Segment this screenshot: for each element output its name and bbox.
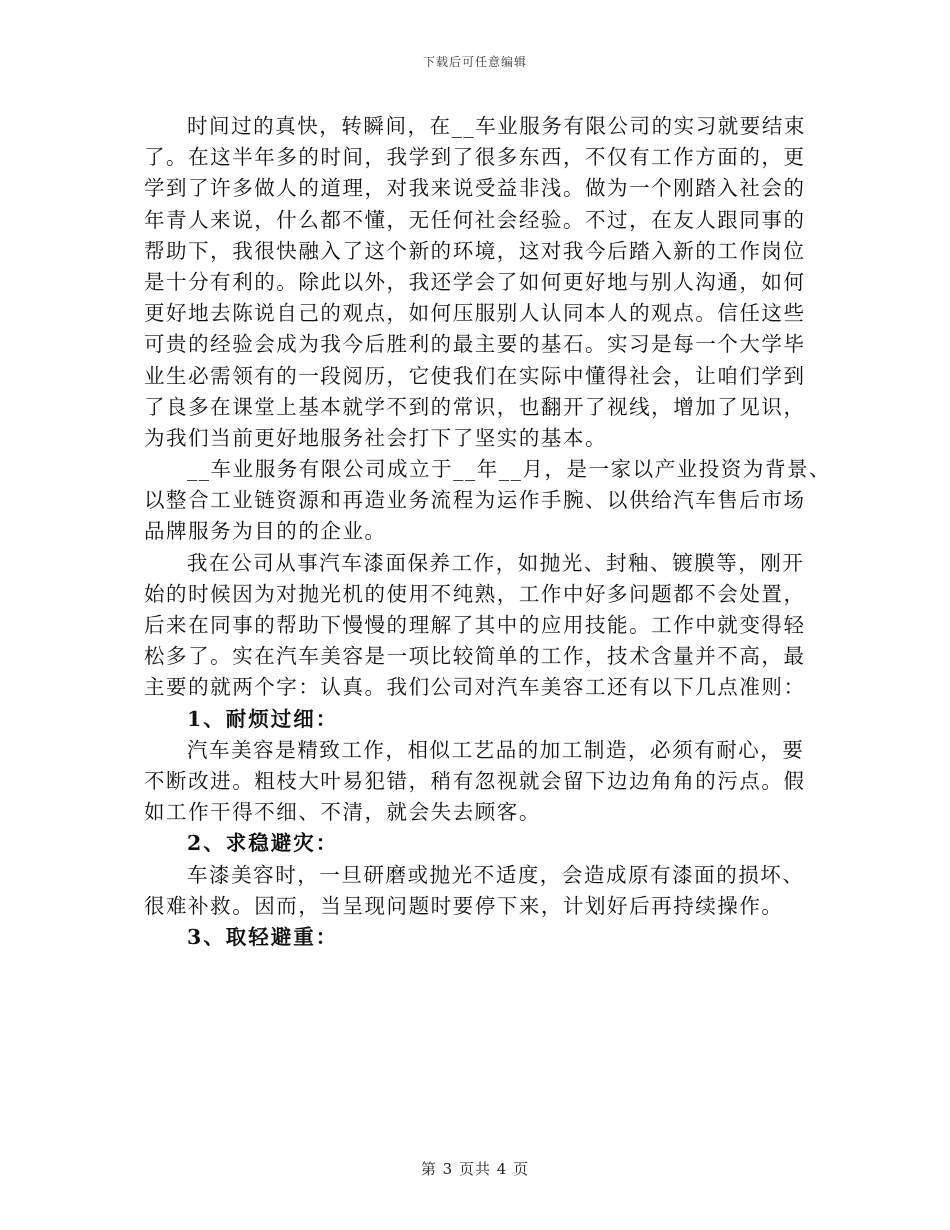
paragraph-line: 学到了许多做人的道理，对我来说受益非浅。做为一个刚踏入社会的 <box>144 176 806 201</box>
paragraph-line: 不断改进。粗枝大叶易犯错，稍有忽视就会留下边边角角的污点。假 <box>144 768 806 793</box>
paragraph-line: 以整合工业链资源和再造业务流程为运作手腕、以供给汽车售后市场 <box>144 488 806 513</box>
paragraph-line: 很难补救。因而，当呈现问题时要停下来，计划好后再持续操作。 <box>144 893 784 918</box>
paragraph-line: 年青人来说，什么都不懂，无任何社会经验。不过，在友人跟同事的 <box>144 207 806 232</box>
paragraph-line: 帮助下，我很快融入了这个新的环境，这对我今后踏入新的工作岗位 <box>144 238 806 263</box>
paragraph-line: 我在公司从事汽车漆面保养工作，如抛光、封釉、镀膜等，刚开 <box>187 550 805 575</box>
paragraph-line: 松多了。实在汽车美容是一项比较简单的工作，技术含量并不高，最 <box>144 644 806 669</box>
page-header: 下载后可任意编辑 <box>422 55 527 69</box>
paragraph-line: 是十分有利的。除此以外，我还学会了如何更好地与别人沟通，如何 <box>144 269 806 294</box>
paragraph-line: 后来在同事的帮助下慢慢的理解了其中的应用技能。工作中就变得轻 <box>144 613 806 637</box>
paragraph-line: 车漆美容时，一旦研磨或抛光不适度，会造成原有漆面的损坏、 <box>187 862 805 887</box>
paragraph-line: 始的时候因为对抛光机的使用不纯熟，工作中好多问题都不会处置， <box>144 581 806 606</box>
paragraph-line: 可贵的经验会成为我今后胜利的最主要的基石。实习是每一个大学毕 <box>144 332 806 357</box>
paragraph-line: 了良多在课堂上基本就学不到的常识，也翻开了视线，增加了见识， <box>144 394 806 419</box>
paragraph-line: 时间过的真快，转瞬间，在__车业服务有限公司的实习就要结束 <box>187 114 806 138</box>
document-body <box>144 111 832 953</box>
paragraph-line: 如工作干得不细、不清，就会失去顾客。 <box>144 800 541 825</box>
section-heading: 2、求稳避灾： <box>187 831 339 856</box>
paragraph-line: 主要的就两个字：认真。我们公司对汽车美容工还有以下几点准则： <box>144 675 806 700</box>
section-heading: 1、耐烦过细： <box>187 706 339 731</box>
paragraph-line: 品牌服务为目的的企业。 <box>144 519 387 544</box>
paragraph-line: 汽车美容是精致工作，相似工艺品的加工制造，必须有耐心，要 <box>187 737 805 762</box>
paragraph-line: 为我们当前更好地服务社会打下了坚实的基本。 <box>144 425 608 450</box>
page-footer: 第 3 页共 4 页 <box>420 1160 530 1178</box>
paragraph-line: 业生必需领有的一段阅历，它使我们在实际中懂得社会，让咱们学到 <box>144 363 806 388</box>
section-heading: 3、取轻避重： <box>187 924 339 949</box>
paragraph-line: 更好地去陈说自己的观点，如何压服别人认同本人的观点。信任这些 <box>144 301 806 326</box>
paragraph-line: 了。在这半年多的时间，我学到了很多东西，不仅有工作方面的，更 <box>144 145 806 170</box>
paragraph-line: __车业服务有限公司成立于__年__月，是一家以产业投资为背景、 <box>187 457 832 482</box>
